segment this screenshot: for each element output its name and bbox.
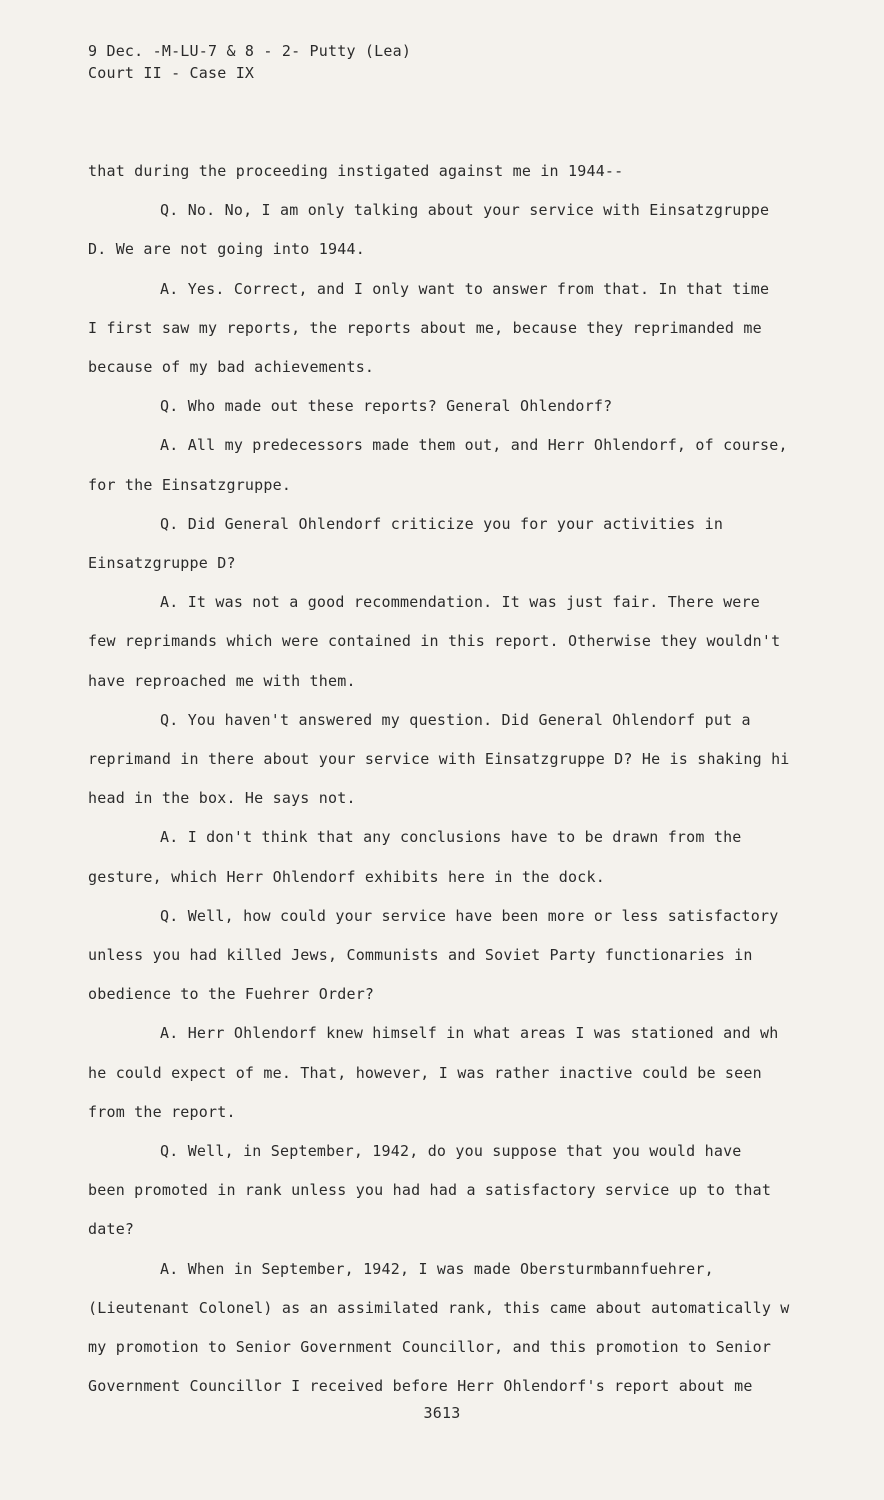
transcript-line: gesture, which Herr Ohlendorf exhibits here in the dock.: [88, 867, 605, 886]
transcript-body: [88, 152, 848, 1407]
transcript-line: for the Einsatzgruppe.: [88, 475, 292, 494]
header-line-2: Court II - Case IX: [88, 64, 255, 82]
transcript-line: Q. Well, how could your service have been more or less satisfactory: [160, 906, 779, 925]
transcript-line: obedience to the Fuehrer Order?: [88, 985, 375, 1004]
document-header: [88, 40, 411, 84]
transcript-line: A. All my predecessors made them out, and Herr Ohlendorf, of course,: [160, 436, 788, 455]
transcript-line: my promotion to Senior Government Councillor, and this promotion to Senior: [88, 1338, 772, 1357]
transcript-line: unless you had killed Jews, Communists and Soviet Party functionaries in: [88, 946, 753, 965]
transcript-line: few reprimands which were contained in this report. Otherwise they wouldn't: [88, 632, 781, 651]
transcript-line: because of my bad achievements.: [88, 358, 375, 377]
transcript-line: I first saw my reports, the reports about me, because they reprimanded me: [88, 318, 762, 337]
transcript-line: Q. You haven't answered my question. Did General Ohlendorf put a: [160, 710, 751, 729]
transcript-line: been promoted in rank unless you had had a satisfactory service up to that: [88, 1181, 772, 1200]
transcript-line: date?: [88, 1220, 135, 1239]
transcript-line: Q. Who made out these reports? General Ohlendorf?: [160, 397, 613, 416]
transcript-line: D. We are not going into 1944.: [88, 240, 365, 259]
transcript-line: A. Yes. Correct, and I only want to answer from that. In that time: [160, 279, 770, 298]
transcript-line: that during the proceeding instigated against me in 1944--: [88, 162, 624, 180]
header-line-1: 9 Dec. -M-LU-7 & 8 - 2- Putty (Lea): [88, 42, 412, 60]
transcript-line: A. I don't think that any conclusions have to be drawn from the: [160, 828, 742, 847]
transcript-line: he could expect of me. That, however, I was rather inactive could be seen: [88, 1063, 762, 1082]
page-number: 3613: [423, 1404, 461, 1422]
transcript-line: Einsatzgruppe D?: [88, 554, 236, 573]
transcript-line: from the report.: [88, 1102, 236, 1121]
transcript-line: Q. Did General Ohlendorf criticize you for your activities in: [160, 514, 724, 533]
transcript-line: Q. Well, in September, 1942, do you suppose that you would have: [160, 1142, 742, 1161]
transcript-line: A. It was not a good recommendation. It was just fair. There were: [160, 593, 760, 612]
transcript-line: Q. No. No, I am only talking about your service with Einsatzgruppe: [160, 201, 770, 220]
transcript-line: A. Herr Ohlendorf knew himself in what areas I was stationed and wh: [160, 1024, 779, 1043]
transcript-line: A. When in September, 1942, I was made Obersturmbannfuehrer,: [160, 1259, 714, 1278]
transcript-line: head in the box. He says not.: [88, 789, 356, 808]
transcript-line: Government Councillor I received before Herr Ohlendorf's report about me: [88, 1377, 753, 1396]
transcript-line: reprimand in there about your service with Einsatzgruppe D? He is shaking hi: [88, 750, 790, 769]
transcript-line: have reproached me with them.: [88, 671, 356, 690]
transcript-line: (Lieutenant Colonel) as an assimilated rank, this came about automatically w: [88, 1298, 790, 1317]
